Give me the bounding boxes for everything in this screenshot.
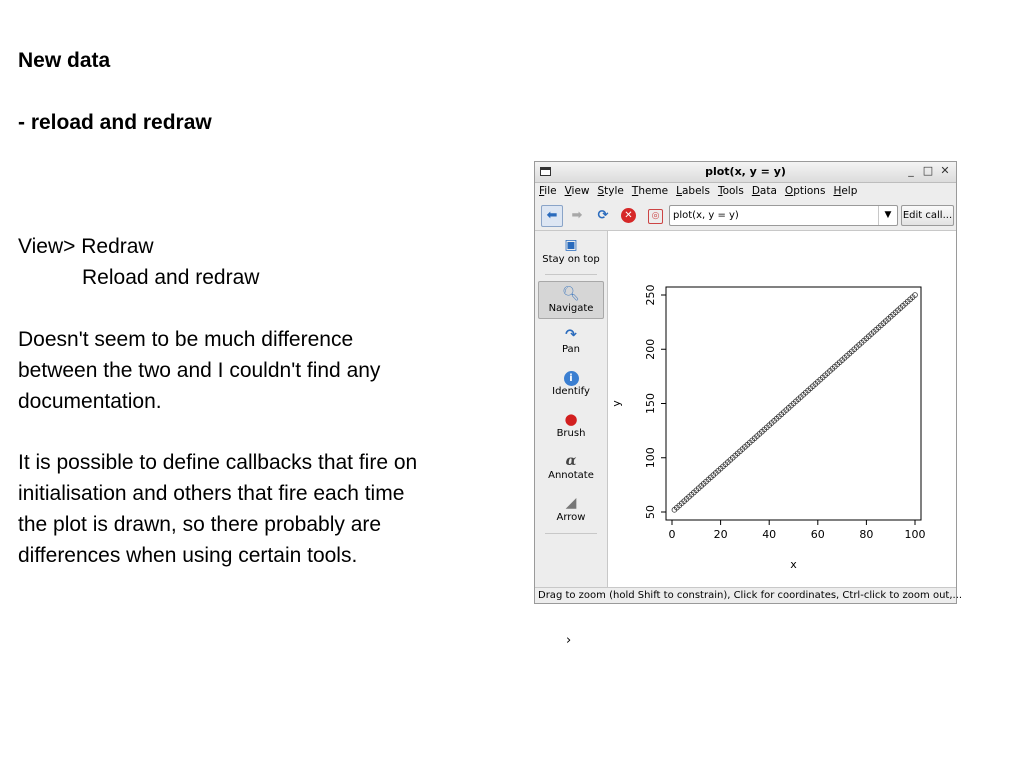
window-titlebar[interactable] — [535, 162, 956, 183]
panel-divider — [545, 533, 597, 534]
x-tick-label: 0 — [668, 528, 676, 541]
chevron-down-icon[interactable]: ▼ — [878, 206, 897, 225]
paragraph-callbacks — [18, 447, 498, 571]
info-icon: i — [538, 368, 604, 386]
call-value[interactable]: plot(x, y = y) — [673, 210, 739, 221]
paragraph-line: the plot is drawn, so there probably are — [18, 513, 382, 536]
y-tick-label: 250 — [644, 284, 657, 306]
menu-theme[interactable]: Theme — [631, 185, 669, 197]
tool-annotate[interactable] — [538, 449, 604, 487]
tool-panel — [535, 231, 608, 648]
status-bar: Drag to zoom (hold Shift to constrain), Click for coordinates, Ctrl-click to zoom out,... — [535, 587, 956, 604]
tool-label: Brush — [556, 428, 586, 439]
y-tick-label: 200 — [644, 338, 657, 360]
tool-navigate[interactable] — [538, 281, 604, 319]
plot-frame — [666, 287, 921, 520]
brush-dot-icon: ● — [564, 410, 578, 428]
paragraph-difference — [18, 324, 498, 417]
menu-labels[interactable]: Labels — [676, 185, 710, 197]
menu-options[interactable]: Options — [784, 185, 826, 197]
toolbar — [535, 202, 956, 231]
panel-divider — [545, 274, 597, 275]
target-button[interactable] — [648, 209, 663, 224]
arrow-right-icon: ➡ — [571, 208, 583, 223]
y-tick-label: 100 — [644, 447, 657, 469]
y-tick-label: 50 — [644, 505, 657, 519]
x-tick-label: 20 — [713, 528, 728, 541]
menu-tools[interactable]: Tools — [717, 185, 744, 197]
pan-arrow-icon: ↷ — [565, 327, 577, 343]
more-tools-button[interactable]: › — [566, 633, 572, 648]
close-button[interactable]: ✕ — [940, 164, 950, 177]
x-tick-label: 60 — [810, 528, 825, 541]
menu-path-line-2: Reload and redraw — [82, 266, 260, 289]
tool-arrow[interactable] — [538, 491, 604, 529]
window-title: plot(x, y = y) — [705, 165, 786, 178]
stop-icon: ✕ — [624, 210, 633, 221]
paragraph-line: Doesn't seem to be much difference — [18, 328, 354, 351]
tool-label: Navigate — [548, 303, 594, 314]
menu-help[interactable]: Help — [833, 185, 858, 197]
arrow-tool-icon: ◢ — [565, 495, 577, 511]
menu-path-line-1: View> Redraw — [18, 235, 154, 258]
menubar — [535, 183, 956, 200]
paragraph-line: It is possible to define callbacks that fire on — [18, 451, 418, 474]
x-tick-label: 100 — [904, 528, 926, 541]
call-combobox[interactable] — [669, 205, 898, 226]
y-tick-label: 150 — [644, 393, 657, 414]
menu-path — [18, 231, 498, 293]
target-icon: ◎ — [651, 211, 660, 221]
paragraph-line: documentation. — [18, 390, 162, 413]
stop-button[interactable] — [621, 208, 636, 223]
tool-label: Annotate — [548, 470, 594, 481]
pin-window-icon: ▣ — [564, 237, 578, 253]
paragraph-line: between the two and I couldn't find any — [18, 359, 381, 382]
back-button[interactable] — [541, 205, 563, 227]
tool-brush[interactable] — [538, 407, 604, 445]
forward-button[interactable] — [569, 208, 585, 224]
menu-file[interactable]: File — [539, 185, 557, 197]
tool-label: Pan — [561, 344, 581, 355]
y-axis-label: y — [610, 400, 623, 407]
menu-view[interactable]: View — [564, 185, 590, 197]
tool-identify[interactable] — [538, 365, 604, 403]
edit-call-button[interactable]: Edit call... — [901, 205, 954, 226]
paragraph-line: initialisation and others that fire each time — [18, 482, 405, 505]
reload-icon: ⟳ — [597, 208, 609, 223]
tool-label: Stay on top — [542, 254, 600, 265]
maximize-button[interactable]: □ — [922, 164, 934, 177]
minimize-button[interactable]: _ — [908, 164, 914, 177]
paragraph-line: differences when using certain tools. — [18, 544, 358, 567]
tool-pan[interactable] — [538, 323, 604, 361]
plot-window — [534, 161, 963, 648]
slide-subtitle: - reload and redraw — [18, 111, 212, 134]
tool-label: Arrow — [556, 512, 586, 523]
arrow-left-icon: ⬅ — [546, 208, 558, 223]
menu-style[interactable]: Style — [597, 185, 624, 197]
reload-button[interactable] — [595, 208, 611, 224]
x-tick-label: 40 — [762, 528, 777, 541]
tool-label: Identify — [552, 386, 590, 397]
scatter-plot — [608, 231, 956, 587]
alpha-icon: α — [565, 453, 577, 469]
magnifier-icon: 🔍︎ — [562, 286, 580, 302]
plot-canvas[interactable] — [608, 231, 956, 587]
x-tick-label: 80 — [859, 528, 874, 541]
tool-stay-on-top[interactable] — [538, 233, 604, 271]
x-axis-label: x — [790, 558, 797, 571]
slide-title: New data — [18, 49, 111, 72]
menu-data[interactable]: Data — [751, 185, 777, 197]
